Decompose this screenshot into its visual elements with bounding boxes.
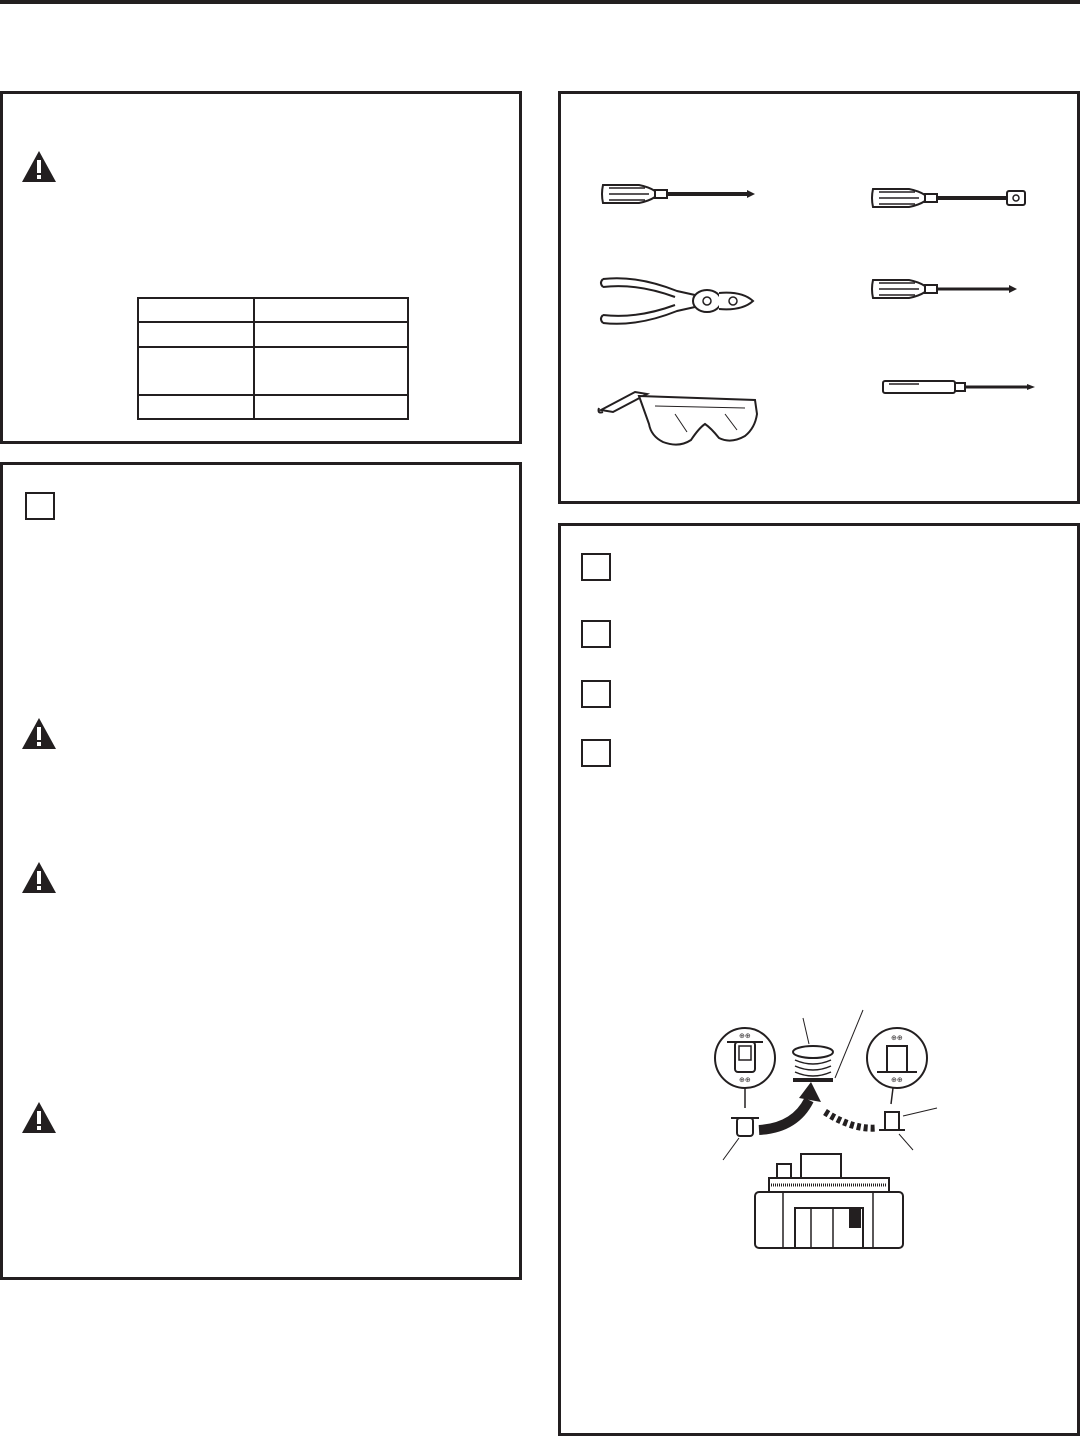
step-number-box (581, 739, 611, 767)
table-cell (254, 395, 408, 419)
nut-driver-icon (869, 183, 1029, 213)
warning-spec-panel (0, 91, 522, 444)
valve-body (755, 1154, 903, 1248)
left-steps-panel (0, 462, 522, 1280)
warning-triangle-icon (21, 717, 57, 750)
table-cell (138, 347, 254, 395)
table-row (138, 347, 408, 395)
table-cell (138, 395, 254, 419)
torx-screwdriver-icon (869, 274, 1019, 304)
table-cell (254, 322, 408, 347)
warning-triangle-icon (21, 150, 57, 183)
phillips-screwdriver-icon (599, 179, 759, 209)
spec-table (137, 297, 409, 420)
left-detail-circle (715, 1028, 775, 1108)
spring-stack (793, 1010, 863, 1082)
table-row (138, 298, 408, 322)
warning-triangle-icon (21, 1101, 57, 1134)
tools-panel (558, 91, 1080, 504)
table-cell (138, 322, 254, 347)
table-cell (254, 347, 408, 395)
right-steps-panel (558, 523, 1080, 1436)
svg-text:⊕⊕: ⊕⊕ (891, 1035, 903, 1042)
step-number-box (581, 620, 611, 648)
small-flat-screwdriver-icon (879, 377, 1039, 397)
warning-triangle-icon (21, 861, 57, 894)
svg-text:⊕⊕: ⊕⊕ (891, 1077, 903, 1084)
svg-text:⊕⊕: ⊕⊕ (739, 1077, 751, 1084)
table-cell (254, 298, 408, 322)
safety-glasses-icon (595, 384, 765, 454)
step-number-box (25, 492, 55, 520)
move-arrow-icon (759, 1082, 877, 1130)
grommet-move-diagram (713, 1008, 973, 1268)
right-detail-circle (867, 1028, 927, 1104)
top-rule (0, 0, 1080, 4)
svg-text:⊕⊕: ⊕⊕ (739, 1033, 751, 1040)
right-part (879, 1108, 937, 1150)
step-number-box (581, 553, 611, 581)
table-row (138, 322, 408, 347)
pliers-icon (597, 273, 757, 329)
table-cell (138, 298, 254, 322)
step-number-box (581, 680, 611, 708)
table-row (138, 395, 408, 419)
left-part (723, 1118, 759, 1160)
